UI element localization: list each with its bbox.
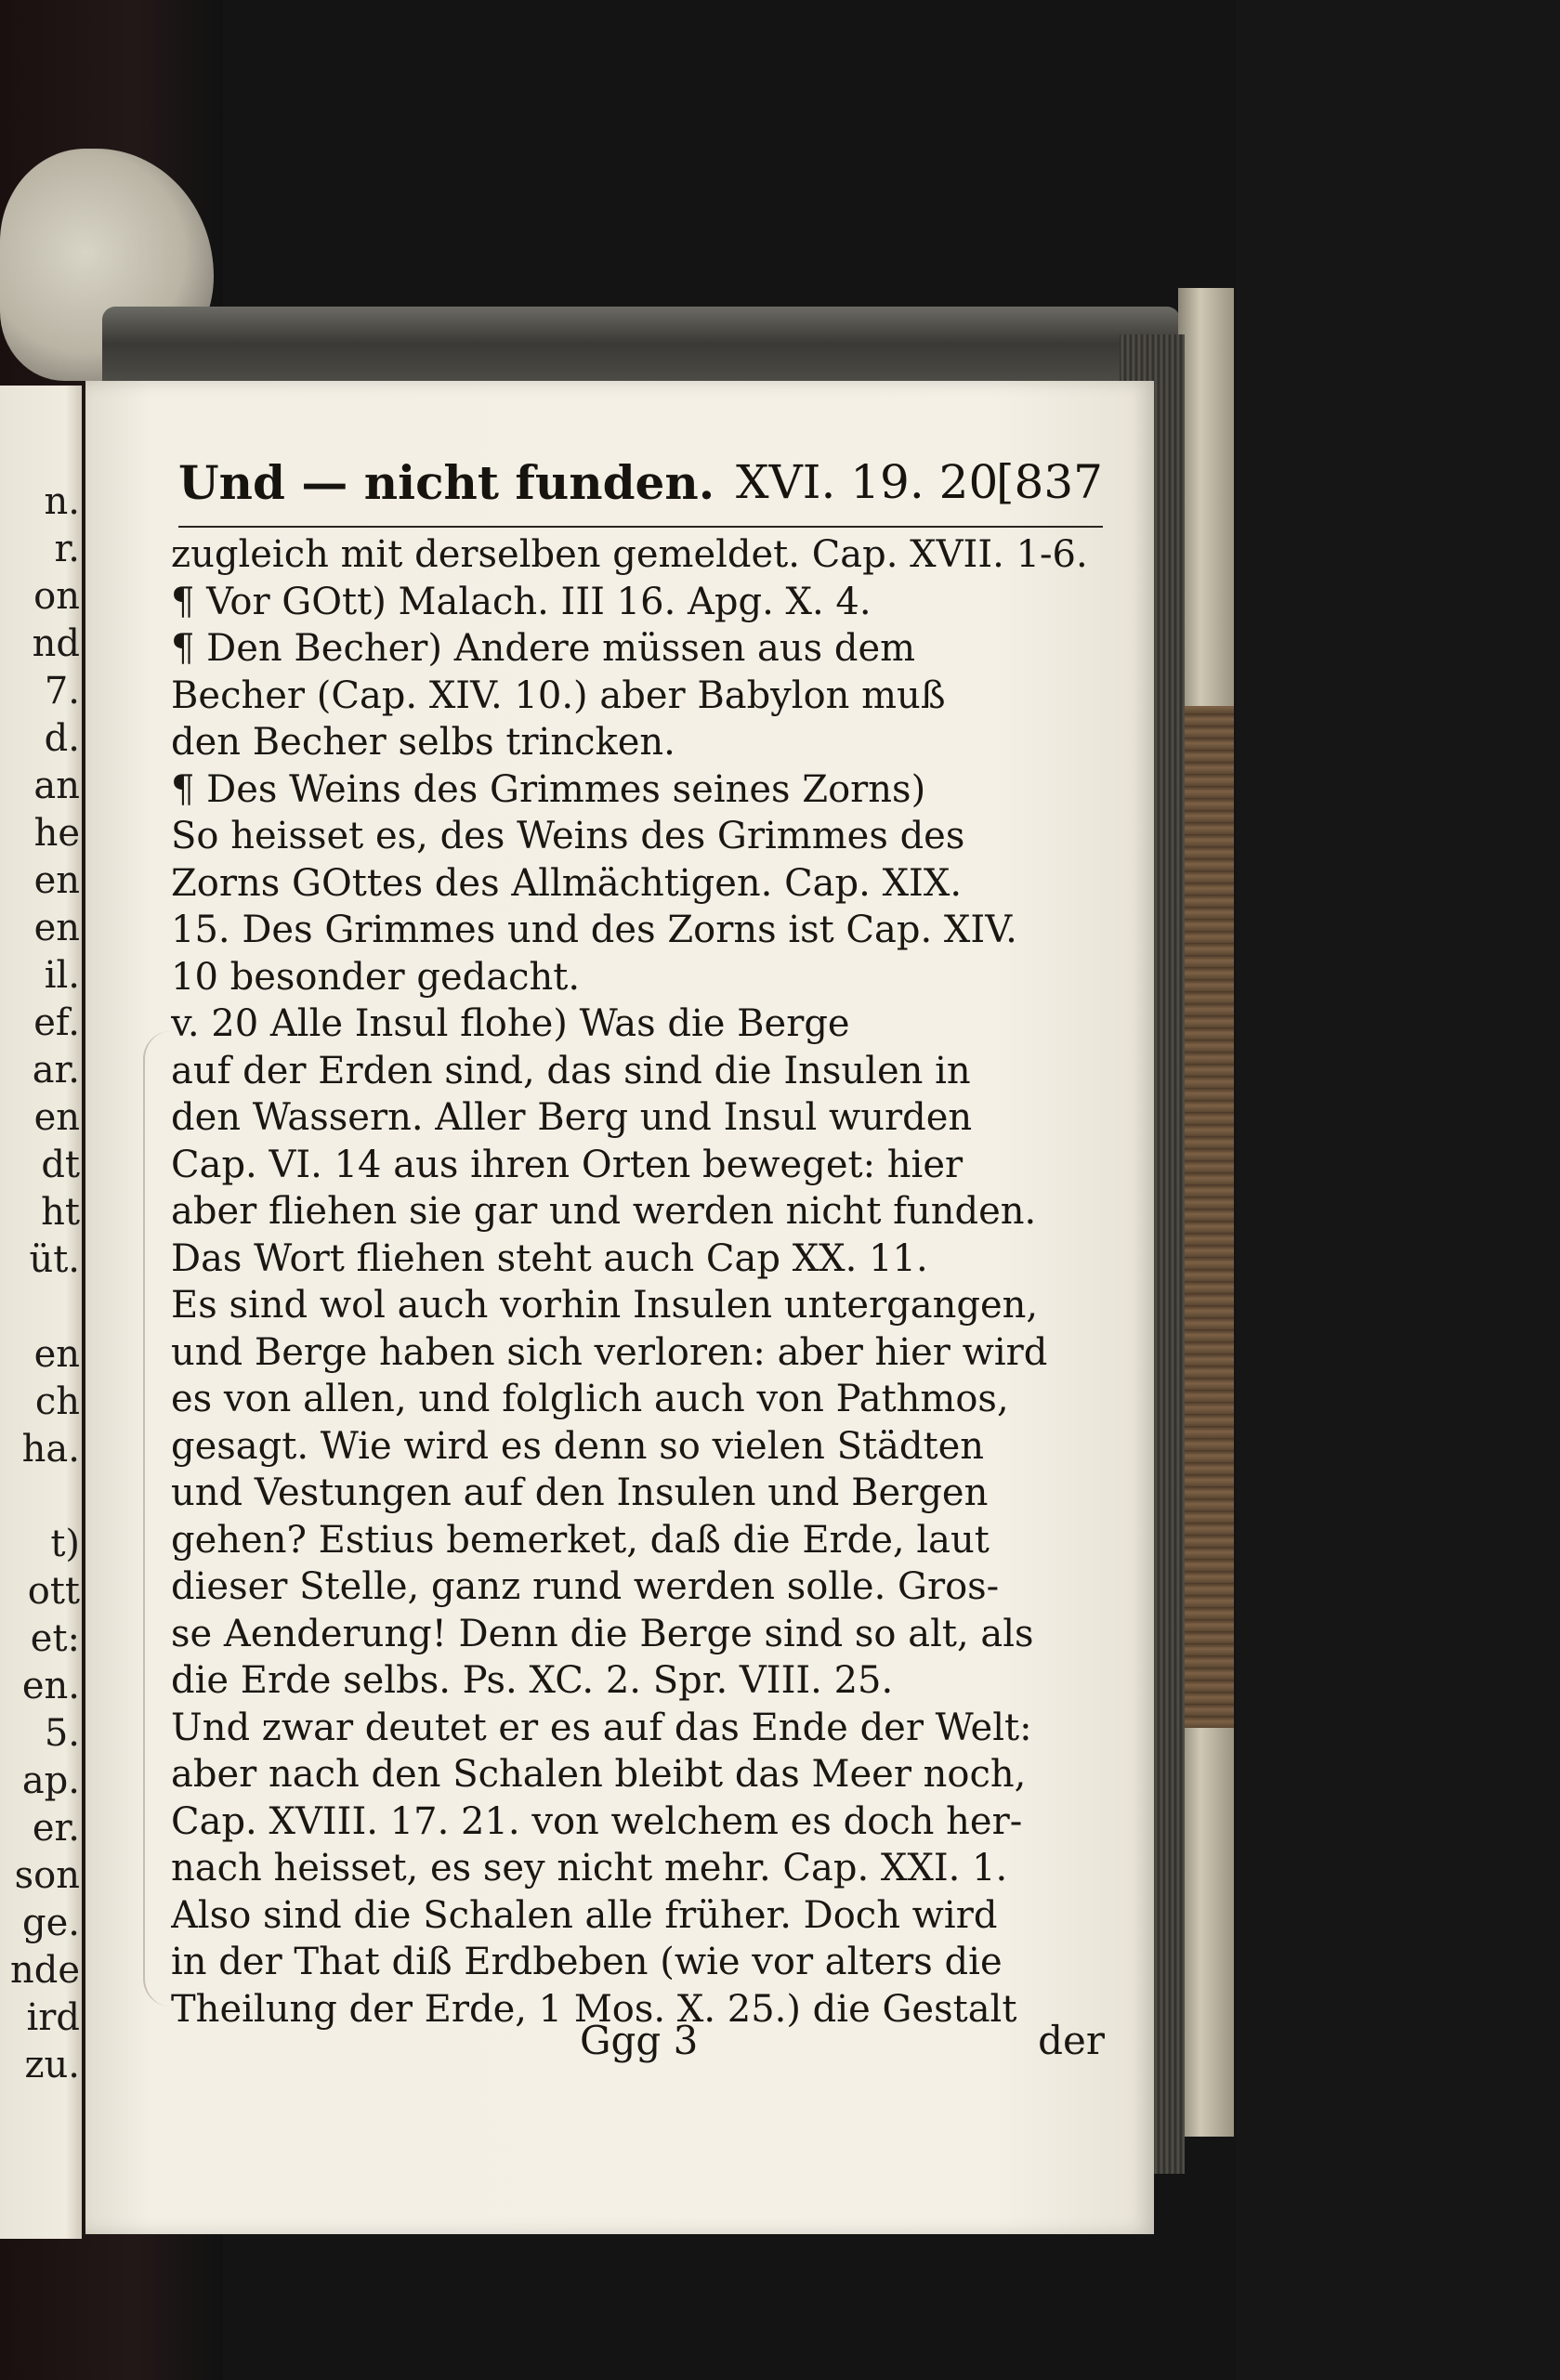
text-line: den Wassern. Aller Berg und Insul wurden bbox=[171, 1096, 973, 1139]
facing-page-line-fragment: ha. bbox=[21, 1428, 80, 1471]
text-line: dieser Stelle, ganz rund werden solle. Gros- bbox=[171, 1565, 1000, 1608]
facing-page-line-fragment: ge. bbox=[22, 1902, 80, 1944]
facing-page-line-fragment: ap. bbox=[21, 1759, 80, 1802]
text-line: ¶ Den Becher) Andere müssen aus dem bbox=[171, 627, 916, 670]
worn-cover-patch bbox=[1182, 706, 1234, 1728]
facing-page-line-fragment: 5. bbox=[44, 1712, 80, 1755]
header-rule bbox=[178, 526, 1103, 528]
chapter-verse-reference: XVI. 19. 20 bbox=[736, 455, 999, 509]
facing-page-line-fragment: on bbox=[33, 575, 80, 618]
text-line: 15. Des Grimmes und des Zorns ist Cap. XIV. bbox=[171, 909, 1017, 951]
facing-page-line-fragment: ch bbox=[34, 1380, 80, 1423]
text-line: nach heisset, es sey nicht mehr. Cap. XXI. 1. bbox=[171, 1847, 1008, 1890]
text-line: Cap. VI. 14 aus ihren Orten beweget: hier bbox=[171, 1143, 964, 1186]
text-line: Es sind wol auch vorhin Insulen untergangen, bbox=[171, 1284, 1039, 1327]
text-line: aber fliehen sie gar und werden nicht funden. bbox=[171, 1190, 1037, 1233]
text-line: in der That diß Erdbeben (wie vor alters die bbox=[171, 1941, 1003, 1983]
facing-page-line-fragment: ar. bbox=[32, 1049, 80, 1092]
facing-page-line-fragment: nd bbox=[32, 622, 80, 665]
text-line: auf der Erden sind, das sind die Insulen in bbox=[171, 1049, 971, 1092]
facing-page-line-fragment: er. bbox=[32, 1807, 80, 1850]
text-line: Theilung der Erde, 1 Mos. X. 25.) die Gestalt bbox=[171, 1987, 1017, 2031]
text-line: gesagt. Wie wird es denn so vielen Städten bbox=[171, 1424, 985, 1468]
facing-page-line-fragment: en bbox=[33, 907, 80, 949]
text-line: Cap. XVIII. 17. 21. von welchem es doch her- bbox=[171, 1799, 1023, 1843]
facing-page-line-fragment: ht bbox=[41, 1191, 80, 1234]
text-line: ¶ Vor GOtt) Malach. III 16. Apg. X. 4. bbox=[171, 580, 872, 623]
facing-page-line-fragment: d. bbox=[44, 717, 80, 760]
facing-page-line-fragment: r. bbox=[54, 528, 80, 570]
facing-page-line-fragment: üt. bbox=[29, 1238, 80, 1281]
facing-page-line-fragment: en. bbox=[21, 1665, 80, 1707]
page-number: [837 bbox=[996, 455, 1103, 509]
text-line: und Vestungen auf den Insulen und Bergen bbox=[171, 1471, 989, 1514]
book-page bbox=[85, 381, 1154, 2234]
running-header bbox=[178, 455, 1103, 515]
facing-page-line-fragment: en bbox=[33, 1333, 80, 1376]
text-line: 10 besonder gedacht. bbox=[171, 955, 581, 999]
facing-page-line-fragment: dt bbox=[41, 1144, 80, 1186]
text-line: Das Wort fliehen steht auch Cap XX. 11. bbox=[171, 1236, 928, 1280]
text-line: So heisset es, des Weins des Grimmes des bbox=[171, 815, 965, 857]
facing-page-line-fragment: ott bbox=[27, 1570, 80, 1613]
running-title: Und — nicht funden. bbox=[178, 455, 715, 510]
text-line: se Aenderung! Denn die Berge sind so alt, als bbox=[171, 1612, 1034, 1655]
text-line: zugleich mit derselben gemeldet. Cap. XVII. 1-6. bbox=[171, 533, 1088, 576]
page-footer bbox=[171, 2018, 1105, 2073]
facing-page-line-fragment: nde bbox=[9, 1949, 80, 1992]
facing-page-fragment bbox=[0, 386, 82, 2239]
text-line: Zorns GOttes des Allmächtigen. Cap. XIX. bbox=[171, 861, 963, 905]
text-line: und Berge haben sich verloren: aber hier wird bbox=[171, 1330, 1048, 1374]
text-line: den Becher selbs trincken. bbox=[171, 721, 675, 764]
text-line: Becher (Cap. XIV. 10.) aber Babylon muß bbox=[171, 673, 946, 717]
background-right bbox=[1236, 0, 1560, 2380]
text-line: Also sind die Schalen alle früher. Doch wird bbox=[171, 1893, 998, 1937]
text-line: gehen? Estius bemerket, daß die Erde, laut bbox=[171, 1518, 990, 1562]
facing-page-line-fragment: n. bbox=[44, 480, 80, 523]
facing-page-line-fragment: ef. bbox=[33, 1001, 80, 1044]
text-line: v. 20 Alle Insul flohe) Was die Berge bbox=[171, 1002, 850, 1045]
facing-page-line-fragment: et: bbox=[30, 1617, 80, 1660]
text-line: die Erde selbs. Ps. XC. 2. Spr. VIII. 25. bbox=[171, 1659, 894, 1702]
catchword: der bbox=[1038, 2018, 1105, 2063]
facing-page-line-fragment: 7. bbox=[44, 670, 80, 713]
facing-page-line-fragment: t) bbox=[50, 1523, 80, 1565]
facing-page-line-fragment: en bbox=[33, 1096, 80, 1139]
signature-mark: Ggg 3 bbox=[580, 2018, 699, 2063]
text-line: Und zwar deutet er es auf das Ende der Welt: bbox=[171, 1706, 1032, 1749]
text-line: es von allen, und folglich auch von Pathmos, bbox=[171, 1378, 1009, 1420]
facing-page-line-fragment: ird bbox=[26, 1996, 80, 2039]
facing-page-line-fragment: an bbox=[33, 765, 80, 807]
facing-page-line-fragment: il. bbox=[44, 954, 80, 997]
text-line: aber nach den Schalen bleibt das Meer noch, bbox=[171, 1753, 1027, 1796]
body-text bbox=[171, 531, 1105, 2033]
facing-page-line-fragment: zu. bbox=[24, 2044, 80, 2086]
facing-page-line-fragment: he bbox=[33, 812, 80, 855]
facing-page-line-fragment: en bbox=[33, 859, 80, 902]
text-line: ¶ Des Weins des Grimmes seines Zorns) bbox=[171, 767, 926, 811]
facing-page-line-fragment: son bbox=[14, 1854, 80, 1897]
